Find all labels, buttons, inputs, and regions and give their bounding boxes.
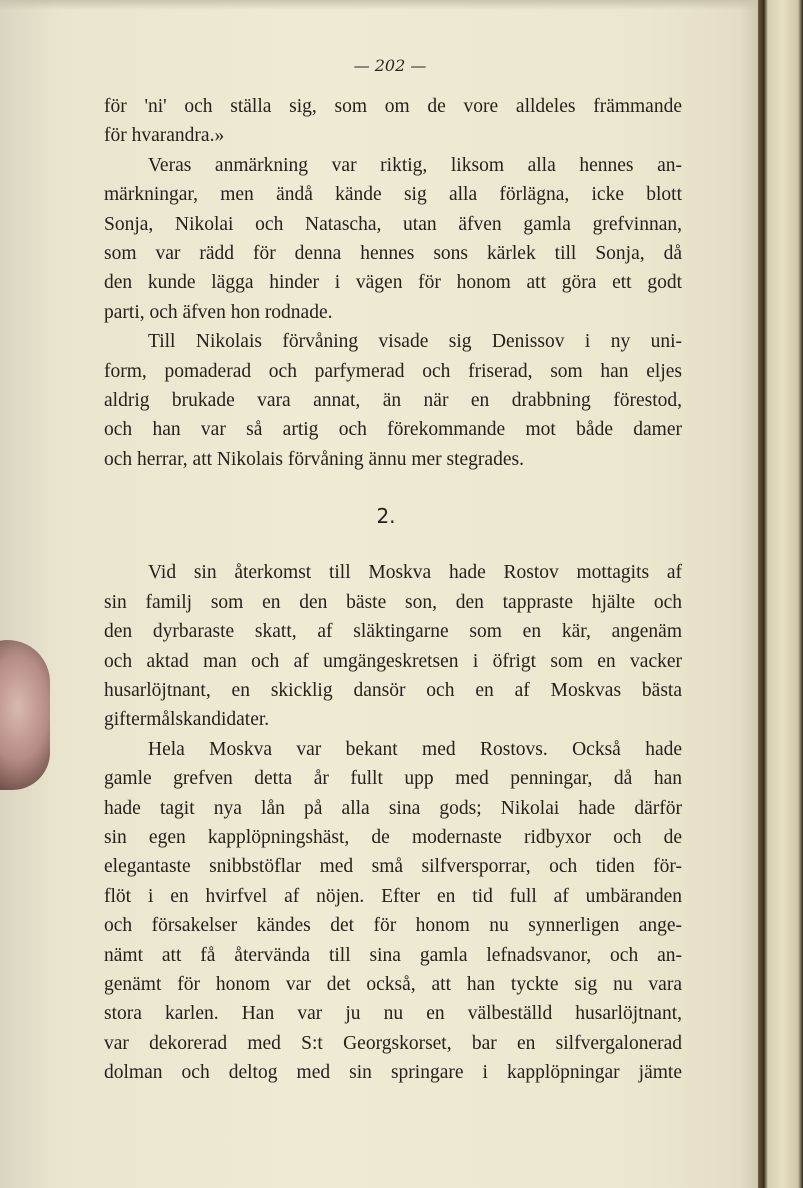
text-line: Hela Moskva var bekant med Rostovs. Också hade [148,738,682,760]
text-line: nämt att få återvända till sina gamla lefnadsvanor, och an- [104,944,682,966]
text-line: Till Nikolais förvåning visade sig Denissov i ny uni- [148,331,682,353]
text-line: stora karlen. Han var ju nu en välbeställd husarlöjtnant, [104,1003,682,1025]
text-line: hade tagit nya lån på alla sina gods; Nikolai hade därför [104,797,682,819]
text-line: sin familj som en den bäste son, den tappraste hjälte och [104,591,682,613]
text-line: dolman och deltog med sin springare i kapplöpningar jämte [104,1062,682,1084]
text-line: var dekorerad med S:t Georgskorset, bar en silfvergalonerad [104,1032,682,1054]
text-line: aldrig brukade vara annat, än när en drabbning förestod, [104,390,682,412]
text-line: och aktad man och af umgängeskretsen i öfrigt som en vacker [104,650,682,672]
text-line: form, pomaderad och parfymerad och friserad, som han eljes [104,360,682,382]
text-line: och herrar, att Nikolais förvåning ännu mer stegrades. [104,448,524,470]
page-top-shadow [0,0,760,10]
text-line: för 'ni' och ställa sig, som om de vore alldeles främmande [104,96,682,117]
text-line: som var rädd för denna hennes sons kärlek till Sonja, då [104,243,682,265]
text-line: flöt i en hvirfvel af nöjen. Efter en tid full af umbäranden [104,885,682,907]
text-line: genämt för honom var det också, att han tyckte sig nu vara [104,973,682,995]
text-line: Vid sin återkomst till Moskva hade Rostov mottagits af [148,562,682,584]
page-number: — 202 — [353,56,427,75]
text-line: och han var så artig och förekommande mot både damer [104,419,682,441]
text-line: gamle grefven detta år fullt upp med penningar, då han [104,768,682,790]
text-line: märkningar, men ändå kände sig alla förlägna, icke blott [104,184,682,206]
text-line: giftermålskandidater. [104,709,270,731]
text-before-heading [104,92,682,474]
text-line: den kunde lägga hinder i vägen för honom att göra ett godt [104,272,682,294]
section-heading: 2. [376,504,396,529]
text-line: för hvarandra.» [104,125,225,147]
thumb-holding-page [0,640,50,790]
text-line: den dyrbaraste skatt, af släktingarne som en kär, angenäm [104,621,682,643]
body-text [104,92,682,1088]
text-line: elegantaste snibbstöflar med små silfversporrar, och tiden för- [104,856,682,878]
text-line: parti, och äfven hon rodnade. [104,301,333,323]
text-line: Sonja, Nikolai och Natascha, utan äfven gamla grefvinnan, [104,213,682,235]
text-line: och försakelser kändes det för honom nu synnerligen ange- [104,915,682,937]
adjacent-page-edge [758,0,803,1188]
text-after-heading [104,558,682,1087]
text-line: husarlöjtnant, en skicklig dansör och en af Moskvas bästa [104,679,682,701]
text-line: sin egen kapplöpningshäst, de modernaste ridbyxor och de [104,826,682,848]
text-line: Veras anmärkning var riktig, liksom alla hennes an- [148,154,682,176]
